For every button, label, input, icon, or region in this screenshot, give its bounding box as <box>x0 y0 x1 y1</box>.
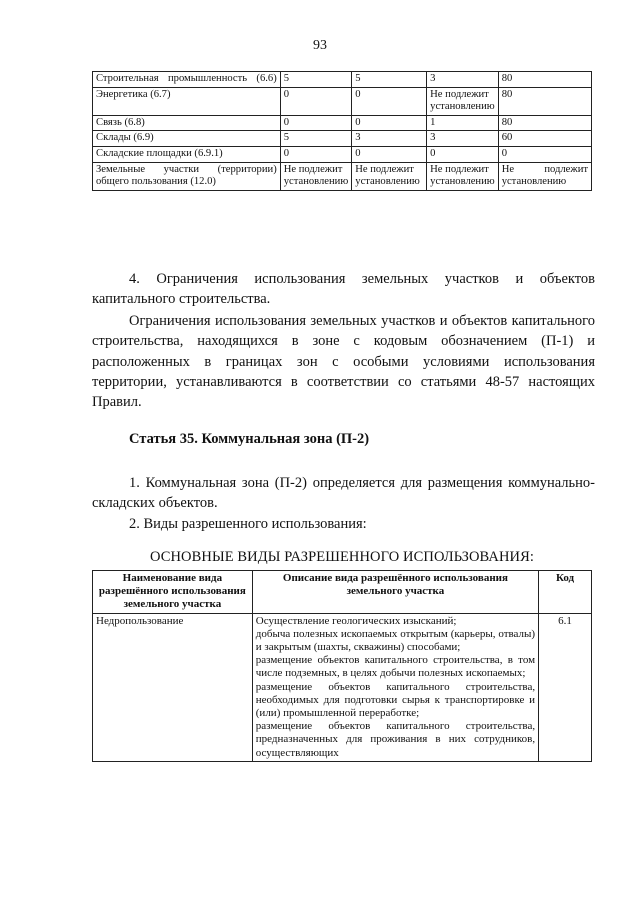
row-name: Складские площадки (6.9.1) <box>93 146 281 162</box>
cell: Не подлежит установлению <box>427 162 499 190</box>
main-uses-caption: ОСНОВНЫЕ ВИДЫ РАЗРЕШЕННОГО ИСПОЛЬЗОВАНИЯ: <box>149 549 535 565</box>
cell: 60 <box>498 131 591 147</box>
cell: Не подлежит установлению <box>280 162 352 190</box>
row-name: Склады (6.9) <box>93 131 281 147</box>
zone-parameters-table <box>92 71 592 191</box>
cell: Не подлежит установлению <box>427 87 499 115</box>
cell: 5 <box>352 72 427 88</box>
description-line: добыча полезных ископаемых открытым (карьеры, отвалы) и закрытым (шахты, скважины) способами; <box>255 627 536 654</box>
table-row <box>93 162 592 190</box>
use-name: Недропользование <box>93 613 253 761</box>
row-name: Связь (6.8) <box>93 115 281 131</box>
cell: 80 <box>498 115 591 131</box>
row-name: Энергетика (6.7) <box>93 87 281 115</box>
cell: 80 <box>498 72 591 88</box>
table-row <box>93 72 592 88</box>
row-name: Земельные участки (территории) общего пользования (12.0) <box>93 162 281 190</box>
cell: 0 <box>352 115 427 131</box>
description-line: размещение объектов капитального строительства, в том числе подземных, в целях добычи полезных ископаемых; <box>255 654 536 680</box>
cell: 5 <box>280 72 352 88</box>
cell: 80 <box>498 87 591 115</box>
article-paragraph-2: 2. Виды разрешенного использования: <box>129 516 367 532</box>
page-number: 93 <box>313 38 327 53</box>
cell: 0 <box>498 146 591 162</box>
header-code: Код <box>539 571 592 614</box>
table-row <box>93 146 592 162</box>
article-heading: Статья 35. Коммунальная зона (П-2) <box>129 431 370 447</box>
description-line: Осуществление геологических изысканий; <box>255 614 457 627</box>
row-name: Строительная промышленность (6.6) <box>93 72 281 88</box>
cell: 3 <box>352 131 427 147</box>
cell: 0 <box>280 146 352 162</box>
table-row <box>93 87 592 115</box>
description-line: размещение объектов капитального строительства, предназначенных для проживания в них сотрудников, осуществляющих <box>255 720 536 759</box>
description-line: размещение объектов капитального строительства, необходимых для подготовки сырья к транспортировке и (или) промышленной переработке; <box>255 680 536 720</box>
section-4-body: Ограничения использования земельных участков и объектов капитального строительства, находящихся в зоне с кодовым обозначением (П-1) и расположенных в границах зон с особыми условиями использования территории, устанавливаются в соответствии со статьями 48-57 настоящих Правил. <box>92 313 595 411</box>
table-row <box>93 613 592 761</box>
cell: 3 <box>427 131 499 147</box>
table-row <box>93 115 592 131</box>
cell: 0 <box>352 87 427 115</box>
table-row <box>93 131 592 147</box>
main-uses-table <box>92 570 592 762</box>
cell: 1 <box>427 115 499 131</box>
cell: 5 <box>280 131 352 147</box>
cell: 0 <box>427 146 499 162</box>
article-paragraph-1: 1. Коммунальная зона (П-2) определяется для размещения коммунально-складских объектов. <box>92 475 595 512</box>
use-description <box>252 613 538 761</box>
cell: Не подлежит установлению <box>352 162 427 190</box>
header-name: Наименование вида разрешённого использования земельного участка <box>93 571 253 614</box>
cell: 0 <box>352 146 427 162</box>
header-description: Описание вида разрешённого использования земельного участка <box>252 571 538 614</box>
cell: 3 <box>427 72 499 88</box>
cell: 0 <box>280 87 352 115</box>
cell: Не подлежит установлению <box>498 162 591 190</box>
use-code: 6.1 <box>539 613 592 761</box>
table-header-row <box>93 571 592 614</box>
section-4-title: 4. Ограничения использования земельных участков и объектов капитального строительства. <box>92 271 595 308</box>
cell: 0 <box>280 115 352 131</box>
